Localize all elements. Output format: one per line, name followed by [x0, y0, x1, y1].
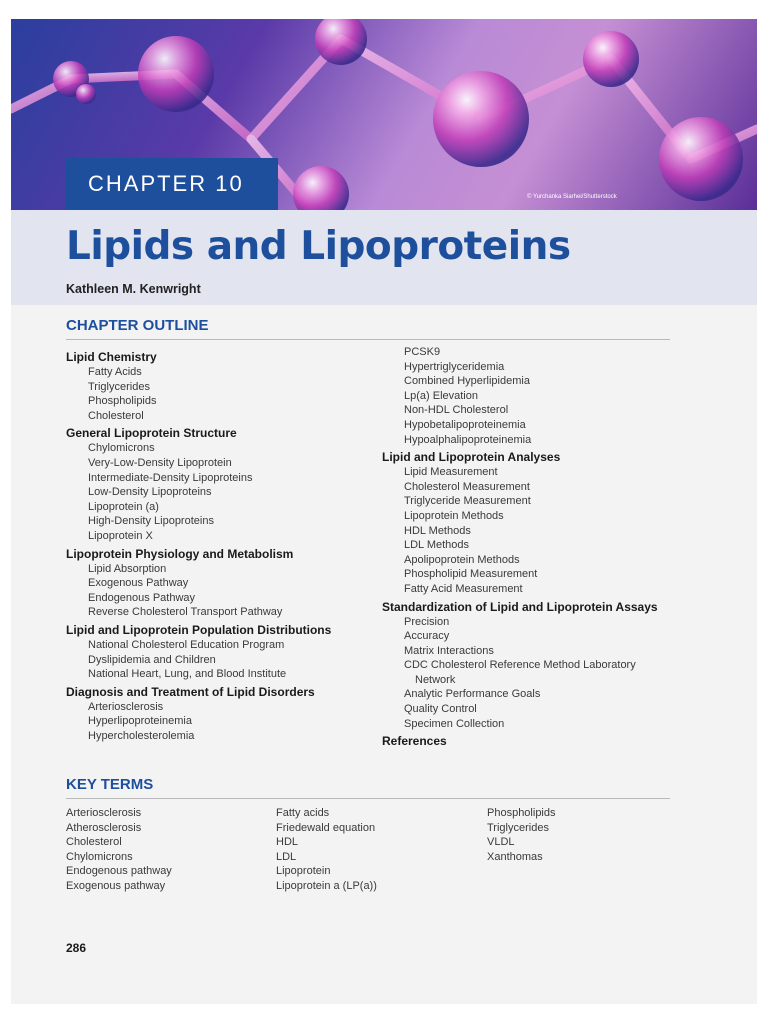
outline-item: Chylomicrons [88, 442, 155, 455]
outline-divider [66, 339, 670, 340]
outline-item: Cholesterol Measurement [404, 480, 530, 493]
outline-item: Specimen Collection [404, 717, 505, 730]
page-number: 286 [66, 941, 87, 955]
outline-item: Hypercholesterolemia [88, 729, 195, 742]
key-term: Triglycerides [487, 821, 549, 834]
outline-heading: References [382, 734, 447, 749]
outline-item: Phospholipid Measurement [404, 568, 538, 581]
chapter-title: Lipids and Lipoproteins [66, 224, 571, 269]
chapter-banner-image [11, 19, 757, 210]
outline-item: Analytic Performance Goals [404, 688, 541, 701]
outline-item: Arteriosclerosis [88, 700, 164, 713]
outline-left-column [66, 347, 331, 743]
outline-item: Lipoprotein (a) [88, 500, 159, 513]
key-terms-column-1 [66, 806, 172, 894]
key-term: Endogenous pathway [66, 865, 172, 878]
outline-item: LDL Methods [404, 539, 470, 552]
key-term: Xanthomas [487, 850, 543, 863]
outline-item: Matrix Interactions [404, 644, 494, 657]
key-term: Fatty acids [276, 807, 330, 819]
outline-item: Exogenous Pathway [88, 577, 189, 590]
outline-item: Dyslipidemia and Children [88, 653, 216, 666]
outline-item: Hypertriglyceridemia [404, 360, 505, 373]
outline-item: Triglycerides [88, 380, 150, 393]
outline-item: Non-HDL Cholesterol [404, 404, 509, 417]
outline-heading: Lipid Chemistry [66, 350, 157, 364]
outline-item: Accuracy [404, 630, 450, 643]
outline-item: Hypoalphalipoproteinemia [404, 433, 532, 446]
outline-right-column [382, 345, 658, 749]
outline-item: Precision [404, 615, 450, 628]
key-term: Friedewald equation [276, 821, 376, 834]
key-terms-divider [66, 798, 670, 799]
outline-heading: Lipid and Lipoprotein Analyses [382, 450, 561, 465]
photo-credit: © Yurchanka Siarhei/Shutterstock [527, 194, 617, 200]
key-term: Arteriosclerosis [66, 807, 142, 819]
key-term: Chylomicrons [66, 850, 133, 863]
key-term: Atherosclerosis [66, 821, 142, 834]
outline-item: Fatty Acid Measurement [404, 582, 523, 595]
outline-item: Hyperlipoproteinemia [88, 715, 192, 728]
outline-item: Phospholipids [88, 395, 157, 408]
key-term: Lipoprotein a (LP(a)) [276, 879, 377, 892]
key-term: HDL [276, 836, 299, 849]
chapter-label: CHAPTER 10 [66, 158, 278, 210]
outline-item: Lipid Absorption [88, 562, 167, 575]
key-term: VLDL [487, 836, 515, 849]
key-term: Cholesterol [66, 836, 122, 849]
author-name: Kathleen M. Kenwright [66, 282, 201, 296]
outline-item-continuation: Network [415, 673, 456, 686]
title-band [11, 210, 757, 305]
outline-heading: General Lipoprotein Structure [66, 426, 237, 441]
outline-item: Fatty Acids [88, 366, 142, 378]
key-terms-column-3 [487, 806, 556, 864]
outline-item: Low-Density Lipoproteins [88, 486, 212, 499]
outline-item: Lipoprotein Methods [404, 509, 504, 522]
document-page [11, 19, 757, 1004]
key-term: Exogenous pathway [66, 879, 166, 892]
key-terms-heading: KEY TERMS [66, 776, 154, 793]
key-term: Phospholipids [487, 807, 556, 819]
key-term: Lipoprotein [276, 865, 331, 878]
key-terms-column-2 [276, 806, 377, 894]
outline-item: Reverse Cholesterol Transport Pathway [88, 606, 283, 619]
key-term: LDL [276, 850, 297, 863]
outline-item: Endogenous Pathway [88, 591, 196, 604]
outline-item: Apolipoprotein Methods [404, 553, 520, 566]
outline-heading: Lipoprotein Physiology and Metabolism [66, 546, 294, 561]
outline-item: Quality Control [404, 703, 477, 716]
outline-item: Hypobetalipoproteinemia [404, 418, 526, 431]
outline-item: HDL Methods [404, 524, 471, 537]
outline-item: Very-Low-Density Lipoprotein [88, 456, 232, 469]
chapter-outline-heading: CHAPTER OUTLINE [66, 317, 209, 334]
outline-item: PCSK9 [404, 346, 441, 358]
outline-item: Lipoprotein X [88, 529, 153, 542]
outline-item: Lipid Measurement [404, 466, 498, 479]
outline-item: Intermediate-Density Lipoproteins [88, 471, 253, 484]
outline-item: Combined Hyperlipidemia [404, 375, 530, 388]
outline-item: Cholesterol [88, 409, 144, 422]
outline-item: National Heart, Lung, and Blood Institute [88, 668, 287, 681]
outline-heading: Standardization of Lipid and Lipoprotein Assays [382, 599, 658, 614]
outline-item: CDC Cholesterol Reference Method Laboratory [404, 659, 636, 672]
outline-heading: Diagnosis and Treatment of Lipid Disorders [66, 684, 315, 699]
outline-item: High-Density Lipoproteins [88, 515, 214, 528]
outline-item: Lp(a) Elevation [404, 389, 478, 402]
outline-item: Triglyceride Measurement [404, 495, 531, 508]
outline-item: National Cholesterol Education Program [88, 638, 285, 651]
outline-heading: Lipid and Lipoprotein Population Distributions [66, 622, 332, 637]
